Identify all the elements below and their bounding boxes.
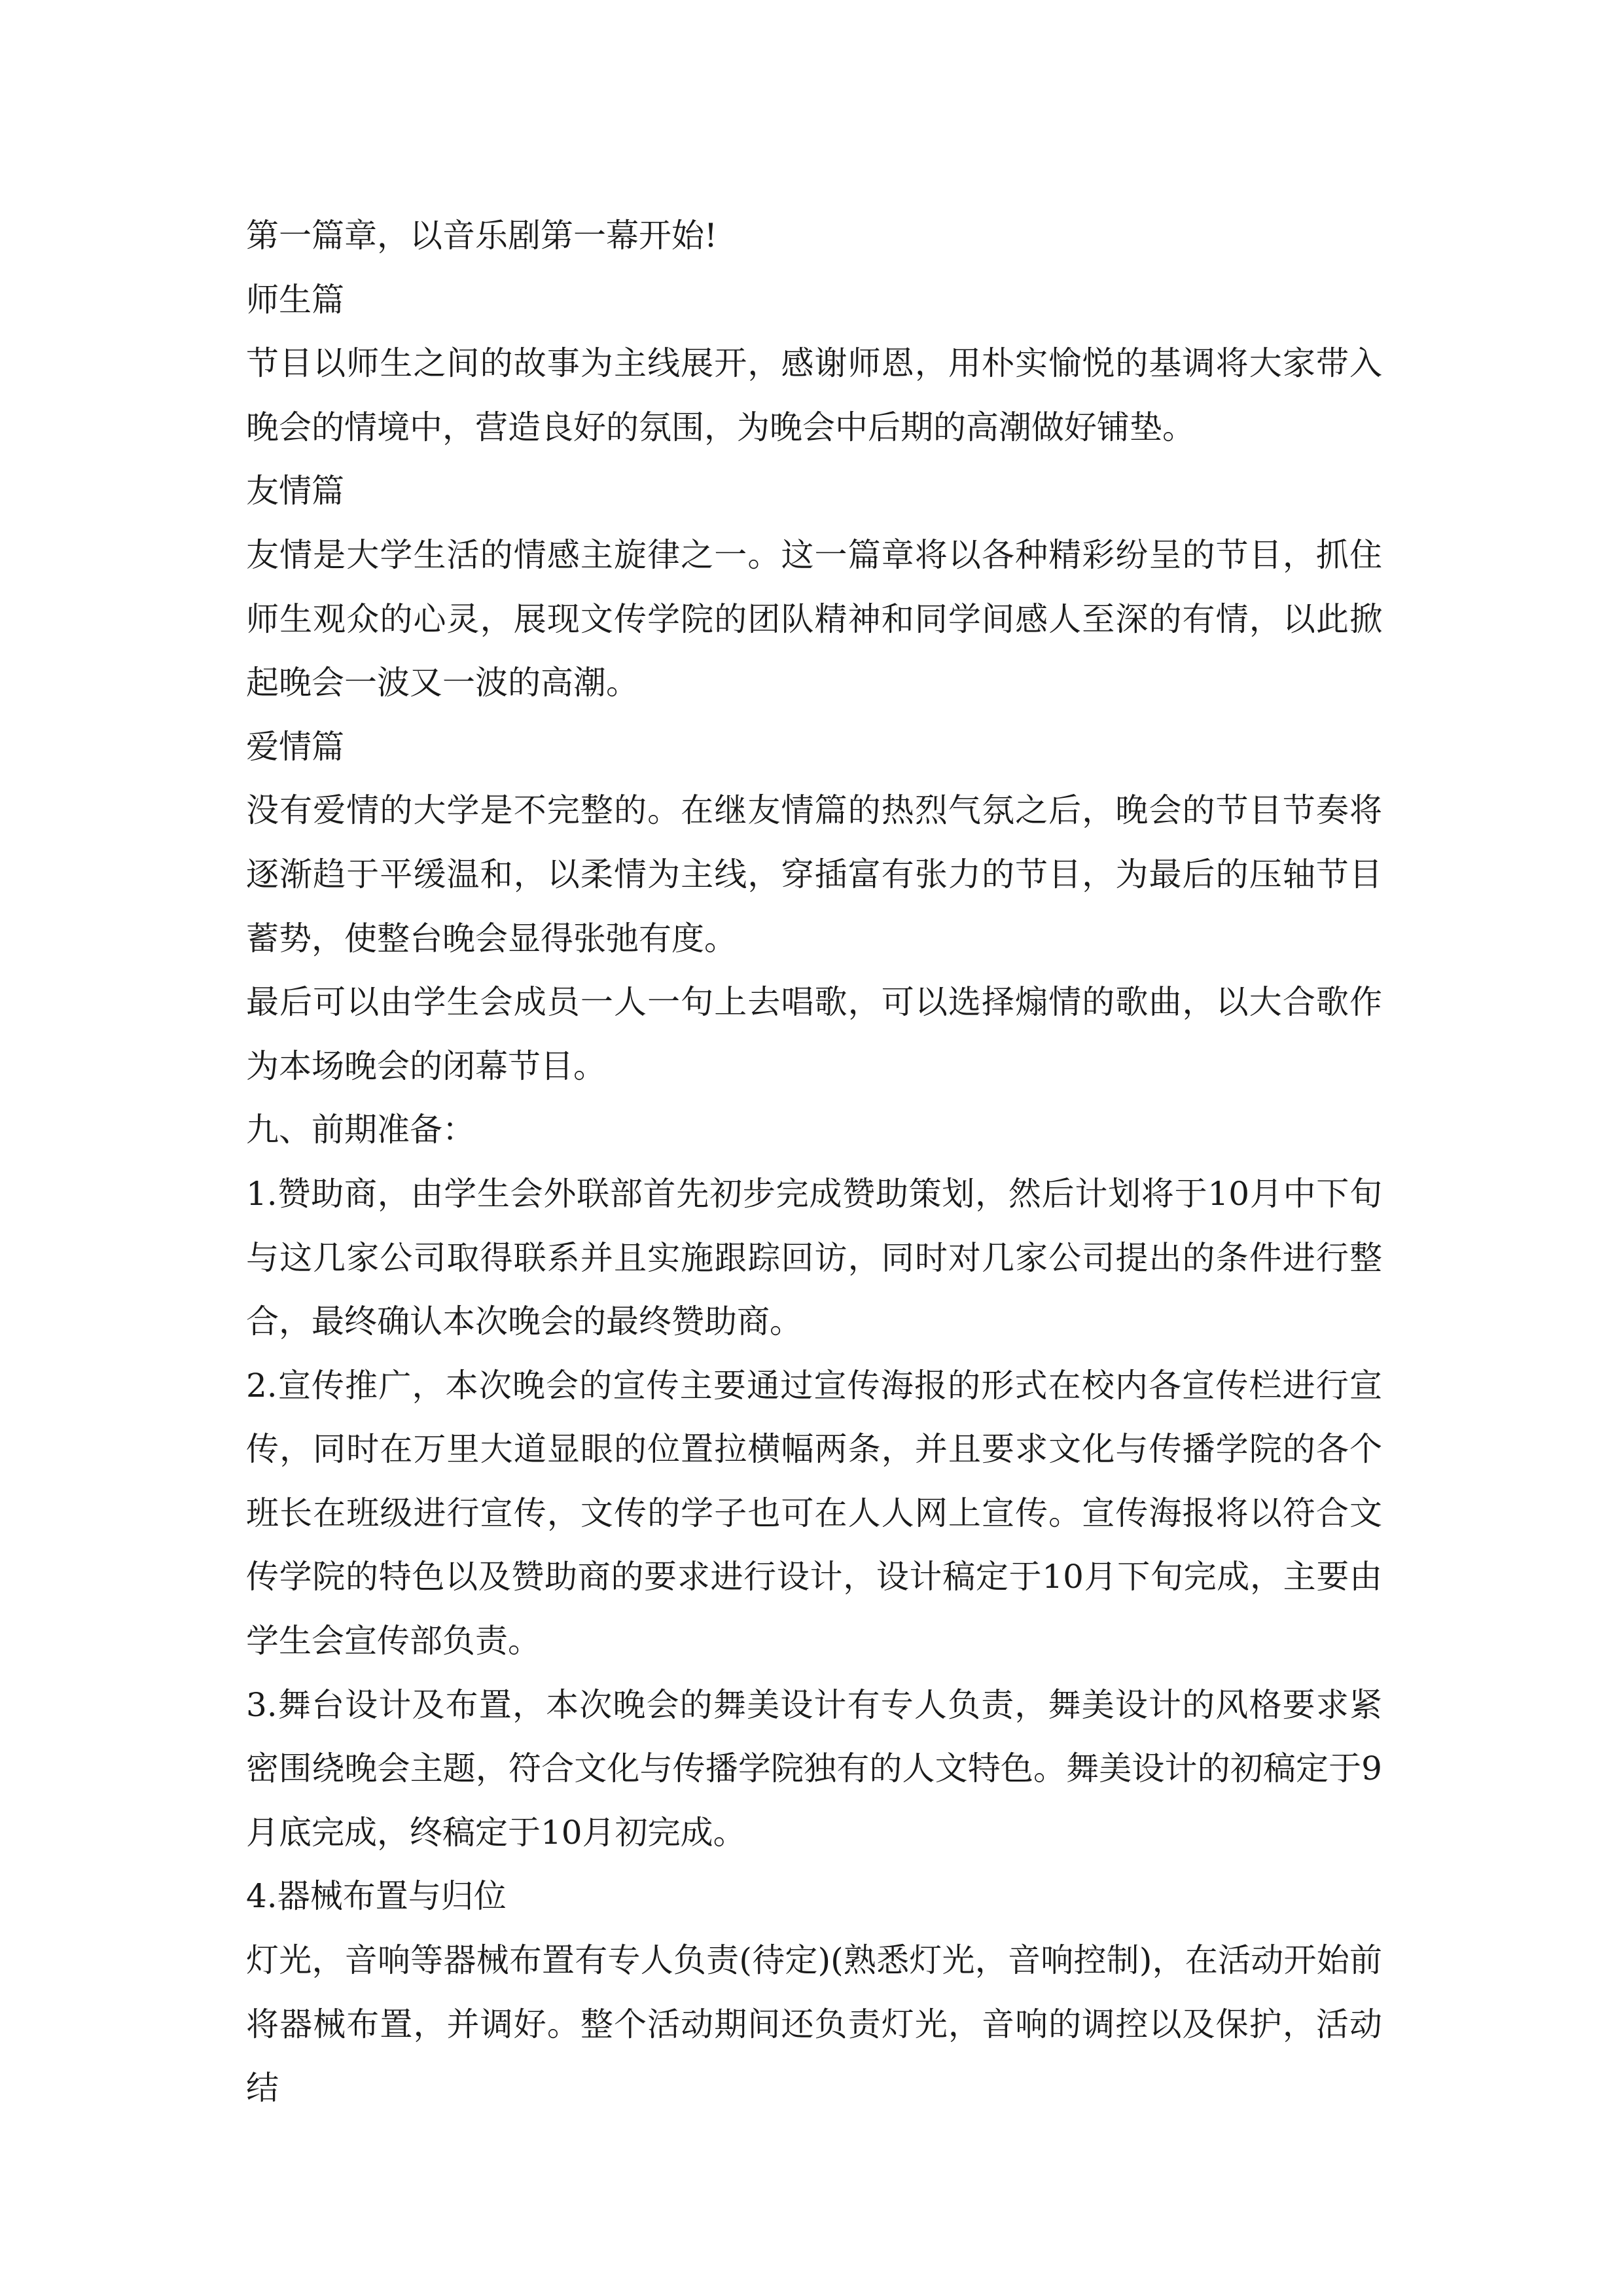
document-body (246, 204, 1382, 2121)
section-heading-love: 爱情篇 (246, 727, 344, 766)
section-heading-preparation: 九、前期准备： (246, 1111, 475, 1149)
paragraph-friendship: 友情是大学生活的情感主旋律之一。这一篇章将以各种精彩纷呈的节目，抓住师生观众的心灵，展现文传学院的团队精神和同学间感人至深的有情，以此掀起晚会一波又一波的高潮。 (246, 535, 1382, 702)
paragraph-sponsor: 1.赞助商，由学生会外联部首先初步完成赞助策划，然后计划将于10月中下旬与这几家公司取得联系并且实施跟踪回访，同时对几家公司提出的条件进行整合，最终确认本次晚会的最终赞助商。 (246, 1174, 1382, 1341)
paragraph-equipment: 灯光，音响等器械布置有专人负责(待定)(熟悉灯光，音响控制)，在活动开始前将器械布置，并调好。整个活动期间还负责灯光，音响的调控以及保护，活动结 (246, 1941, 1382, 2108)
section-heading-teacher-student: 师生篇 (246, 280, 344, 319)
paragraph-love: 没有爱情的大学是不完整的。在继友情篇的热烈气氛之后，晚会的节目节奏将逐渐趋于平缓温和，以柔情为主线，穿插富有张力的节目，为最后的压轴节目蓄势，使整台晚会显得张弛有度。 (246, 791, 1382, 958)
chapter-intro-line: 第一篇章，以音乐剧第一幕开始! (246, 217, 718, 255)
paragraph-closing-song: 最后可以由学生会成员一人一句上去唱歌，可以选择煽情的歌曲，以大合歌作为本场晚会的闭幕节目。 (246, 983, 1382, 1085)
subheading-equipment: 4.器械布置与归位 (246, 1877, 507, 1916)
paragraph-promotion: 2.宣传推广，本次晚会的宣传主要通过宣传海报的形式在校内各宣传栏进行宣传，同时在万里大道显眼的位置拉横幅两条，并且要求文化与传播学院的各个班长在班级进行宣传，文传的学子也可在人人网上宣传。宣传海报将以符合文传学院的特色以及赞助商的要求进行设计，设计稿定于10月下旬完成，主要由学生会宣传部负责。 (246, 1366, 1382, 1660)
paragraph-stage-design: 3.舞台设计及布置，本次晚会的舞美设计有专人负责，舞美设计的风格要求紧密围绕晚会主题，符合文化与传播学院独有的人文特色。舞美设计的初稿定于9月底完成，终稿定于10月初完成。 (246, 1685, 1382, 1852)
paragraph-teacher-student: 节目以师生之间的故事为主线展开，感谢师恩，用朴实愉悦的基调将大家带入晚会的情境中，营造良好的氛围，为晚会中后期的高潮做好铺垫。 (246, 344, 1382, 446)
section-heading-friendship: 友情篇 (246, 472, 344, 511)
